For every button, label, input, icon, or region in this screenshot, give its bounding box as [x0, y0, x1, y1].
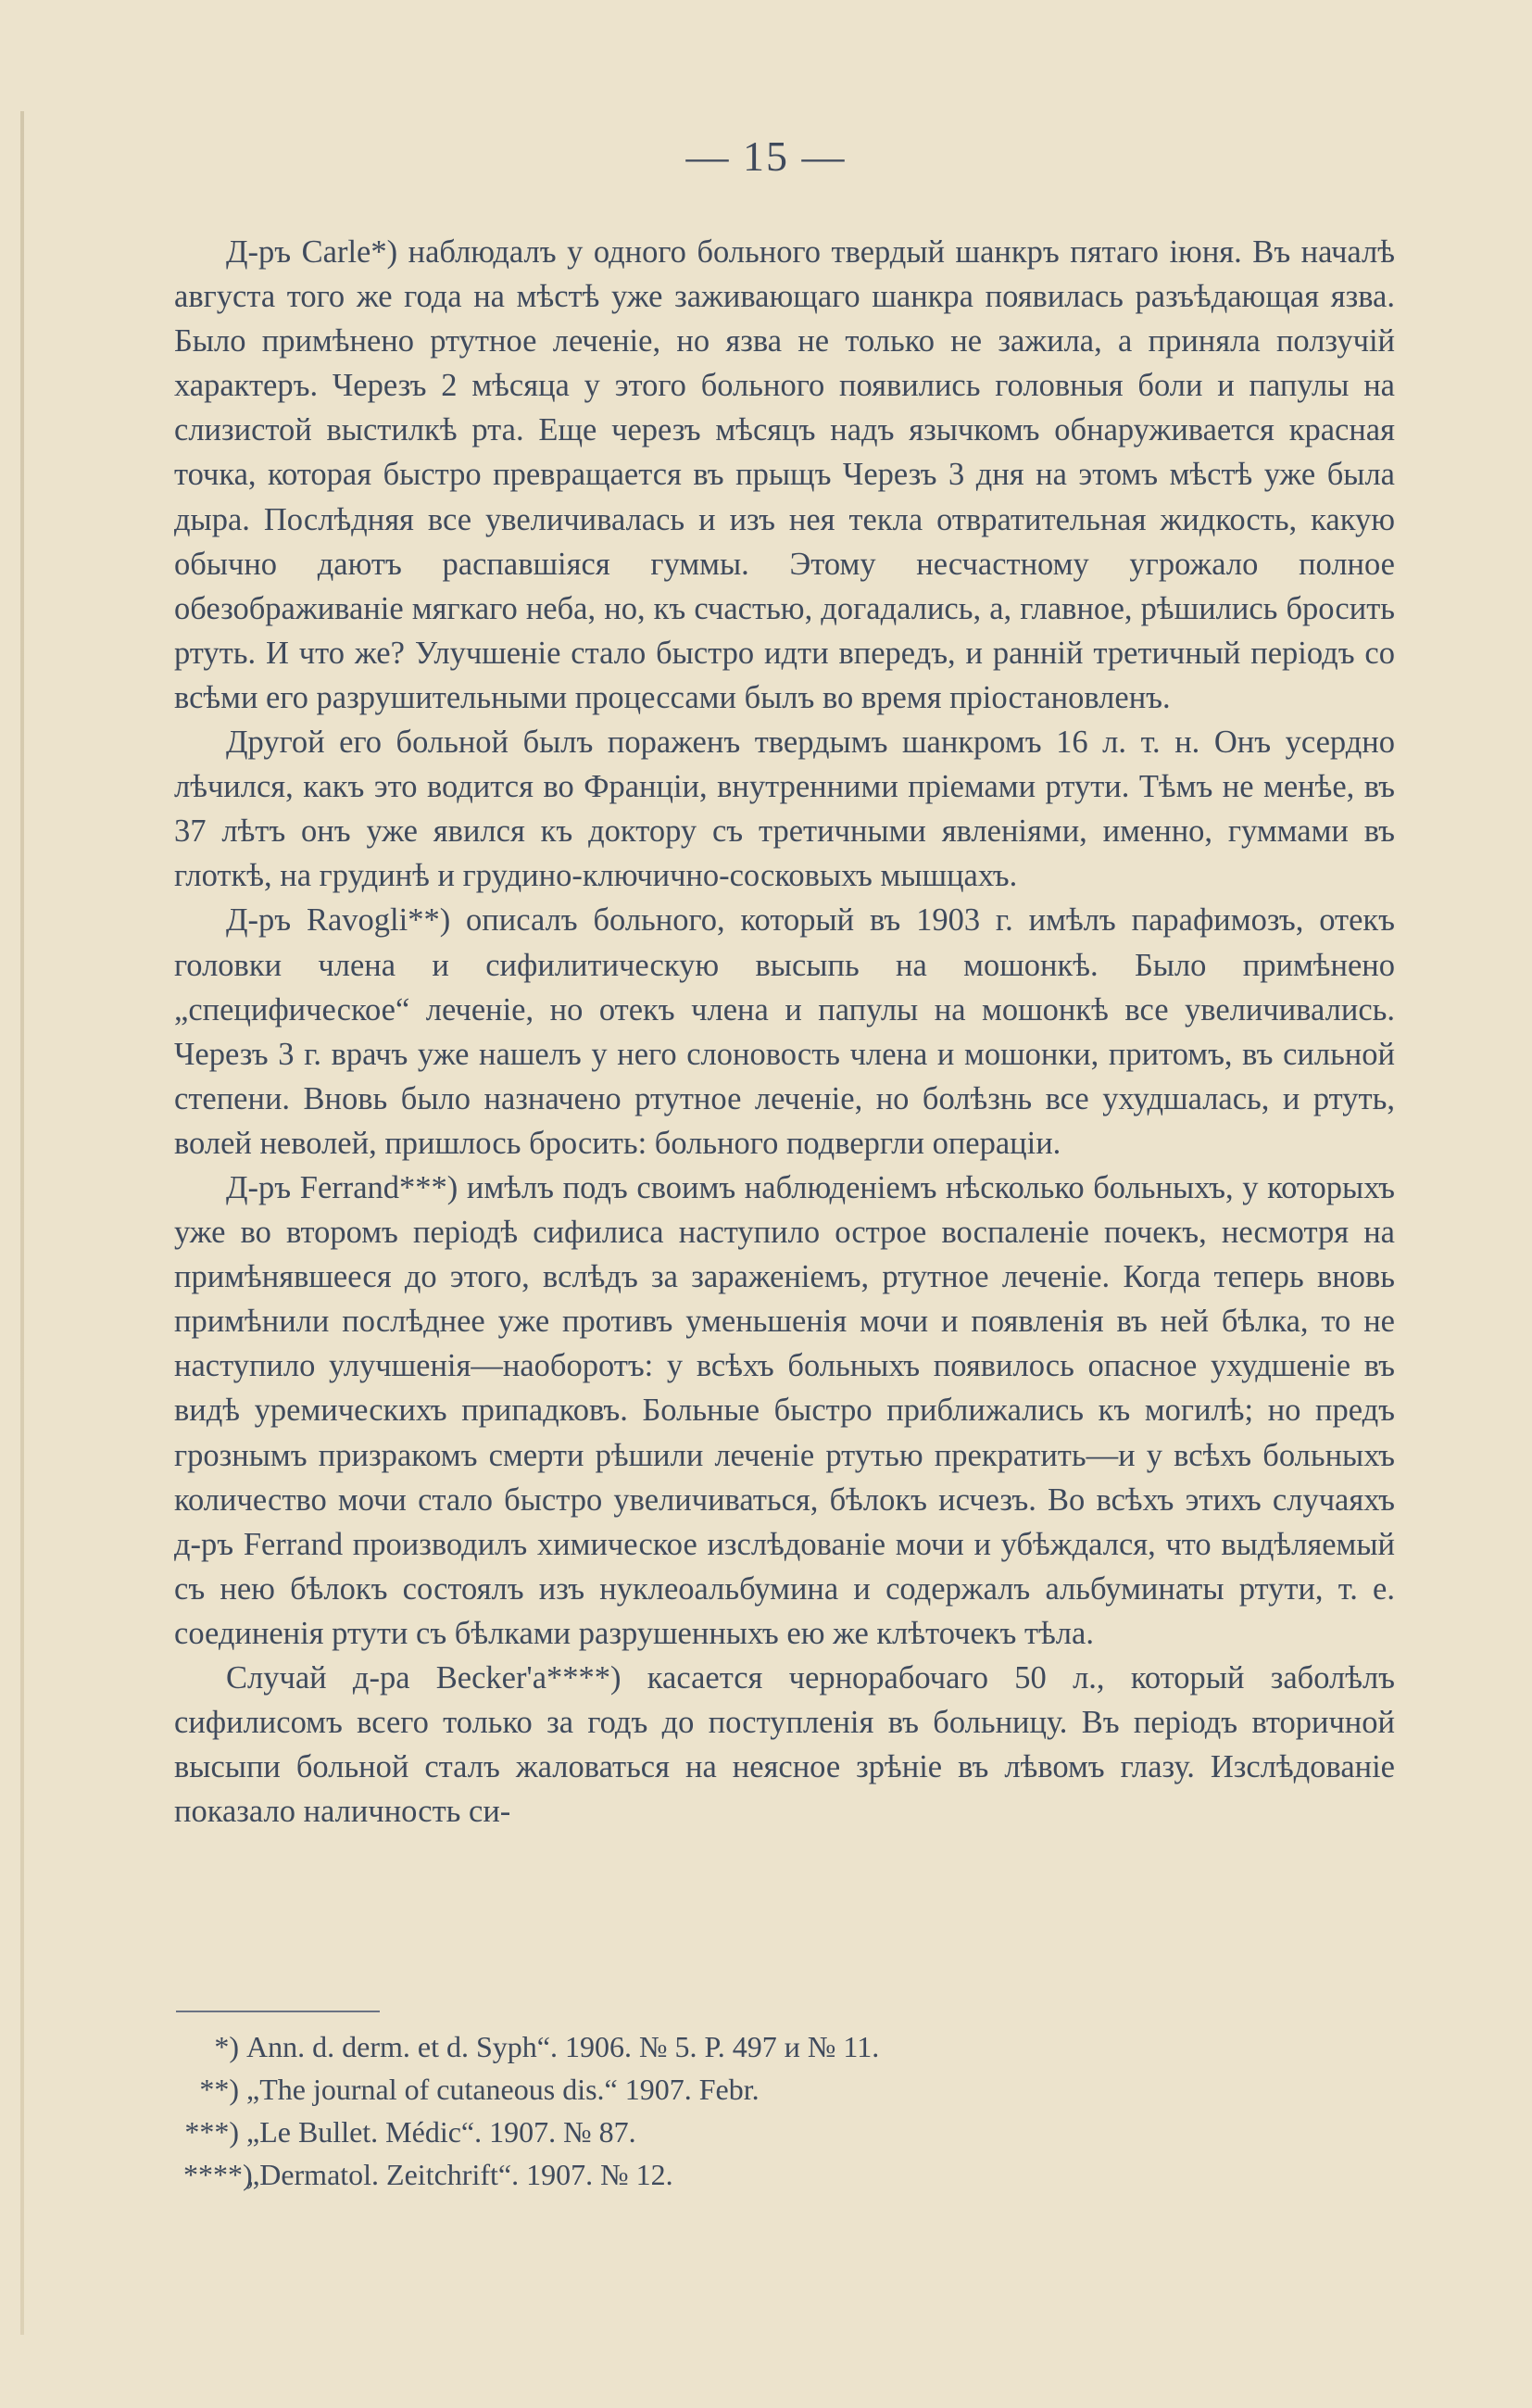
footnote-mark: ****)	[183, 2158, 253, 2191]
paragraph-ravogli: Д-ръ Ravogli**) описалъ больного, который въ 1903 г. имѣлъ парафимозъ, отекъ головки члена и сифилитическую высыпь на мошонкѣ. Было примѣнено „специфическое“ леченіе, но отекъ члена и папулы на мошонкѣ все увеличивались. Черезъ 3 г. врачъ уже нашелъ у него слоновость члена и мошонки, притомъ, въ сильной степени. Вновь было назначено ртутное леченіе, но болѣзнь все ухудшалась, и ртуть, волей неволей, пришлось бросить: больного подвергли операціи.	[174, 902, 1395, 1161]
body-text	[174, 230, 1395, 1834]
paragraph-second-patient: Другой его больной былъ пораженъ твердымъ шанкромъ 16 л. т. н. Онъ усердно лѣчился, какъ это водится во Франціи, внутренними пріемами ртути. Тѣмъ не менѣе, въ 37 лѣтъ онъ уже явился къ доктору съ третичными явленіями, именно, гуммами въ глоткѣ, на грудинѣ и грудино-ключично-сосковыхъ мышцахъ.	[174, 725, 1395, 894]
page-number: — 15 —	[685, 132, 847, 180]
footnote-3	[183, 2111, 1532, 2153]
footnote-4	[183, 2153, 1532, 2196]
footnotes	[0, 2025, 1532, 2196]
paragraph-becker: Случай д-ра Becker'a****) касается чернорабочаго 50 л., который заболѣлъ сифилисомъ всего только за годъ до поступленія въ больницу. Въ періодъ вторичной высыпи больной сталъ жаловаться на неясное зрѣніе въ лѣвомъ глазу. Изслѣдованіе показало наличность си-	[174, 1660, 1395, 1830]
footnote-rule	[176, 2011, 380, 2012]
paragraph-carle: Д-ръ Carle*) наблюдалъ у одного больного твердый шанкръ пятаго іюня. Въ началѣ августа того же года на мѣстѣ уже заживающаго шанкра появилась разъѣдающая язва. Было примѣнено ртутное леченіе, но язва не только не зажила, а приняла ползучій характеръ. Черезъ 2 мѣсяца у этого больного появились головныя боли и папулы на слизистой выстилкѣ рта. Еще черезъ мѣсяцъ надъ язычкомъ обнаруживается красная точка, которая быстро превращается въ прыщъ Черезъ 3 дня на этомъ мѣстѣ уже была дыра. Послѣдняя все увеличивалась и изъ нея текла отвратительная жидкость, какую обычно даютъ распавшіяся гуммы. Этому несчастному угрожало полное обезображиваніе мягкаго неба, но, къ счастью, догадались, а, главное, рѣшились бросить ртуть. И что же? Улучшеніе стало быстро идти впередъ, и ранній третичный періодъ со всѣми его разрушительными процессами былъ во время пріостановленъ.	[174, 234, 1395, 715]
footnote-text: „The journal of cutaneous dis.“ 1907. Febr.	[246, 2073, 760, 2106]
page-edge	[20, 111, 24, 2335]
paragraph-ferrand: Д-ръ Ferrand***) имѣлъ подъ своимъ наблюденіемъ нѣсколько больныхъ, у которыхъ уже во второмъ періодѣ сифилиса наступило острое воспаленіе почекъ, несмотря на примѣнявшееся до этого, вслѣдъ за зараженіемъ, ртутное леченіе. Когда теперь вновь примѣнили послѣднее уже противъ уменьшенія мочи и появленія въ ней бѣлка, то не наступило улучшенія—наоборотъ: у всѣхъ больныхъ появилось опасное ухудшеніе въ видѣ уремическихъ припадковъ. Больные быстро приближались къ могилѣ; но предъ грознымъ призракомъ смерти рѣшили леченіе ртутью прекратить—и у всѣхъ больныхъ количество мочи стало быстро увеличиваться, бѣлокъ исчезъ. Во всѣхъ этихъ случаяхъ д-ръ Ferrand производилъ химическое изслѣдованіе мочи и убѣждался, что выдѣляемый съ нею бѣлокъ состоялъ изъ нуклеоальбумина и содержалъ альбуминаты ртути, т. е. соединенія ртути съ бѣлками разрушенныхъ ею же клѣточекъ тѣла.	[174, 1169, 1395, 1651]
footnote-2	[183, 2068, 1532, 2111]
footnote-text: Ann. d. derm. et d. Syph“. 1906. № 5. P. 497 и № 11.	[246, 2030, 880, 2063]
footnote-1	[183, 2025, 1532, 2068]
footnote-text: „Le Bullet. Médic“. 1907. № 87.	[246, 2115, 636, 2149]
footnote-mark: ***)	[184, 2115, 239, 2149]
footnote-mark: **)	[199, 2073, 239, 2106]
footnote-text: „Dermatol. Zeitchrift“. 1907. № 12.	[246, 2158, 673, 2191]
footnote-mark: *)	[214, 2030, 239, 2063]
